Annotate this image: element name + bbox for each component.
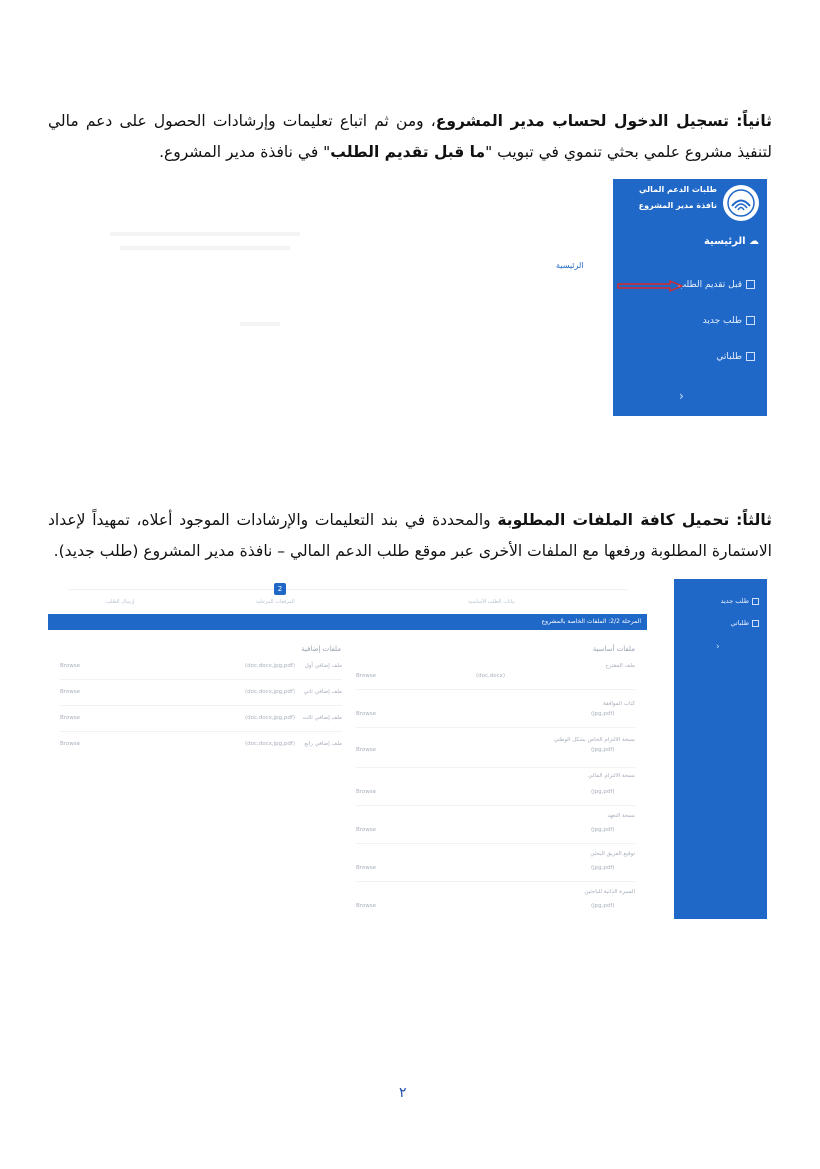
sidebar-item-my-requests[interactable] xyxy=(716,352,755,362)
step-bold-text: تسجيل الدخول لحساب مدير المشروع xyxy=(435,112,730,130)
step-line xyxy=(68,589,627,590)
divider xyxy=(356,843,635,844)
browse-button[interactable]: Browse xyxy=(356,711,377,717)
step-label[interactable]: إرسال الطلب xyxy=(106,599,135,605)
browse-button[interactable]: Browse xyxy=(356,827,377,833)
browse-button[interactable]: Browse xyxy=(60,741,81,747)
step-label[interactable]: المرفقات المرحلية xyxy=(256,599,295,605)
extra-files-title: ملفات إضافية xyxy=(301,645,341,653)
sidebar-item-label: طلباتي xyxy=(730,619,749,627)
file-types-hint: (doc,docx,jpg,pdf) xyxy=(245,663,295,669)
file-label: نسخة الالتزام الخاص بشكل الوطني xyxy=(553,737,635,743)
chevron-left-icon[interactable]: ‹ xyxy=(716,642,720,652)
blur-line xyxy=(120,246,290,250)
basic-files-title: ملفات أساسية xyxy=(592,645,635,653)
file-label: ملف إضافي ثاني xyxy=(303,689,342,695)
browse-button[interactable]: Browse xyxy=(60,715,81,721)
divider xyxy=(356,881,635,882)
arrow-icon xyxy=(616,280,684,292)
blur-line xyxy=(240,322,280,326)
breadcrumb[interactable]: الرئيسية xyxy=(556,261,584,270)
divider xyxy=(356,767,635,768)
file-upload-row xyxy=(356,889,635,913)
brand-title: طلبات الدعم المالي xyxy=(639,185,717,194)
browse-button[interactable]: Browse xyxy=(356,865,377,871)
screenshot-manager-window xyxy=(0,0,820,430)
edit-icon xyxy=(752,598,759,605)
sidebar-item-new-request[interactable] xyxy=(721,597,759,605)
blur-line xyxy=(110,232,300,236)
sidebar-item-home[interactable] xyxy=(704,236,759,247)
step-bold-text: تحميل كافة الملفات المطلوبة xyxy=(497,511,730,529)
logo-icon xyxy=(723,185,759,221)
home-icon: ☁ xyxy=(749,236,759,247)
file-types-hint: (doc,docx,jpg,pdf) xyxy=(245,715,295,721)
file-label: ملف إضافي ثالث xyxy=(302,715,342,721)
step-title: ثانياً: xyxy=(736,112,772,130)
edit-icon xyxy=(746,316,755,325)
list-icon xyxy=(752,620,759,627)
file-label: ملف إضافي رابع xyxy=(304,741,342,747)
file-types-hint: (jpg,pdf) xyxy=(591,711,615,717)
divider xyxy=(60,705,342,706)
sidebar-item-pre-application[interactable] xyxy=(678,280,755,290)
file-upload-row xyxy=(356,701,635,721)
file-upload-row xyxy=(60,713,342,725)
file-types-hint: (jpg,pdf) xyxy=(591,827,615,833)
file-label: توقيع الفريق البحثي xyxy=(590,851,635,857)
sidebar xyxy=(613,179,767,416)
divider xyxy=(356,727,635,728)
file-upload-row xyxy=(356,773,635,799)
browse-button[interactable]: Browse xyxy=(356,747,377,753)
file-types-hint: (jpg,pdf) xyxy=(591,865,615,871)
file-upload-row xyxy=(356,663,635,683)
sidebar-item-label: قبل تقديم الطلب xyxy=(677,280,742,290)
divider xyxy=(60,731,342,732)
step-title: ثالثاً: xyxy=(736,511,772,529)
browse-button[interactable]: Browse xyxy=(356,903,377,909)
tab-name: ما قبل تقديم الطلب xyxy=(330,143,486,161)
file-types-hint: (jpg,pdf) xyxy=(591,747,615,753)
sidebar-item-new-request[interactable] xyxy=(703,316,755,326)
sidebar-item-label: الرئيسية xyxy=(703,236,746,247)
instruction-paragraph-3 xyxy=(48,505,772,567)
file-upload-row xyxy=(356,737,635,757)
divider xyxy=(356,805,635,806)
file-types-hint: (jpg,pdf) xyxy=(591,903,615,909)
file-upload-row xyxy=(60,739,342,751)
step-label[interactable]: بيانات الطلب الأساسية xyxy=(468,599,516,605)
file-label: نسخة الالتزام المالي xyxy=(588,773,635,779)
document-icon xyxy=(746,280,755,289)
brand-subtitle: نافذة مدير المشروع xyxy=(638,201,717,210)
wizard-steps xyxy=(48,579,647,613)
step-text: ، ومن ثم اتباع تعليمات وإرشادات الحصول على دعم مالي لتنفيذ مشروع علمي بحثي تنموي في تبويب " xyxy=(48,112,772,161)
list-icon xyxy=(746,352,755,361)
browse-button[interactable]: Browse xyxy=(60,663,81,669)
sidebar-item-label: طلب جديد xyxy=(702,316,742,326)
chevron-left-icon[interactable]: ‹ xyxy=(679,389,684,403)
section-header-bar: المرحلة 2/2: الملفات الخاصة بالمشروع xyxy=(48,614,647,630)
file-label: ملف المقترح xyxy=(605,663,635,669)
file-label: نسخة التعهد xyxy=(607,813,635,819)
file-types-hint: (doc,docx,jpg,pdf) xyxy=(245,689,295,695)
file-label: كتاب الموافقة xyxy=(603,701,635,707)
sidebar-item-my-requests[interactable] xyxy=(731,619,760,627)
divider xyxy=(60,679,342,680)
browse-button[interactable]: Browse xyxy=(356,673,377,679)
file-upload-row xyxy=(356,851,635,875)
file-label: السيرة الذاتية للباحثين xyxy=(584,889,635,895)
step-text-end: " في نافذة مدير المشروع. xyxy=(159,143,331,161)
sidebar xyxy=(674,579,767,919)
file-label: ملف إضافي أول xyxy=(304,663,342,669)
step-text: والمحددة في بند التعليمات والإرشادات الموجود أعلاه، تمهيداً لإعداد الاستمارة المطلوبة ورفعها مع الملفات الأخرى عبر موقع طلب الدعم المالي – نافذة مدير المشروع (طلب جديد). xyxy=(48,511,772,560)
page-number: ٢ xyxy=(399,1085,407,1101)
divider xyxy=(356,689,635,690)
file-upload-row xyxy=(60,661,342,673)
file-types-hint: (jpg,pdf) xyxy=(591,789,615,795)
sidebar-item-label: طلب جديد xyxy=(720,597,749,605)
browse-button[interactable]: Browse xyxy=(60,689,81,695)
sidebar-item-label: طلباتي xyxy=(716,352,742,362)
screenshot-new-request-form xyxy=(48,579,647,917)
current-step-badge[interactable]: 2 xyxy=(274,583,286,595)
file-upload-row xyxy=(60,687,342,699)
file-types-hint: (doc,docx,jpg,pdf) xyxy=(245,741,295,747)
file-types-hint: (doc,docx) xyxy=(476,673,506,679)
file-upload-row xyxy=(356,813,635,837)
browse-button[interactable]: Browse xyxy=(356,789,377,795)
